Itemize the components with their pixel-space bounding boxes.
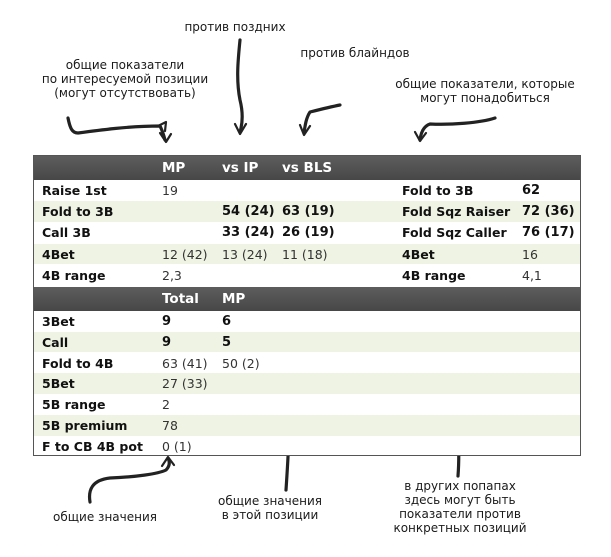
arrow-head-general-position [158, 122, 166, 131]
top-table-row [34, 265, 580, 286]
annotation-general-values-position: общие значения в этой позиции [218, 494, 322, 522]
top-table-row [34, 222, 580, 243]
arrow-vs-late [238, 40, 243, 132]
right-value: 16 [522, 246, 538, 262]
right-label: Fold Sqz Caller [402, 225, 507, 241]
annotation-general-values: общие значения [53, 510, 157, 524]
stats-popup [33, 155, 581, 456]
row-label: Call 3B [42, 225, 91, 241]
row-label: F to CB 4B pot [42, 438, 143, 454]
bottom-table-row [34, 436, 580, 457]
cell-total: 9 [162, 334, 172, 350]
cell-mp: 19 [162, 183, 178, 198]
right-label: Fold Sqz Raiser [402, 204, 511, 220]
cell-total: 9 [162, 314, 172, 329]
arrow-head-general-needed [415, 132, 426, 141]
row-label: 5Bet [42, 376, 75, 392]
cell-vs-ip: 54 (24) [222, 204, 275, 220]
cell-vs-bls: 11 (18) [282, 246, 328, 262]
top-table-row [34, 180, 580, 201]
top-table-row [34, 244, 580, 265]
cell-vs-ip: 33 (24) [222, 225, 275, 241]
cell-total: 0 (1) [162, 438, 192, 454]
annotation-other-popups: в других попапах здесь могут быть показатели против конкретных позиций [393, 479, 527, 535]
bottom-table-row [34, 311, 580, 332]
header-total: Total [162, 291, 199, 307]
cell-total: 2 [162, 397, 170, 413]
cell-mp: 50 (2) [222, 355, 260, 371]
cell-mp: 6 [222, 314, 232, 329]
header-mp: MP [162, 160, 186, 176]
right-label: 4Bet [402, 246, 435, 262]
arrow-head-general-position-down [160, 133, 171, 142]
cell-vs-bls: 26 (19) [282, 225, 335, 241]
bottom-header [34, 287, 580, 311]
row-label: 5B range [42, 397, 106, 413]
row-label: 4Bet [42, 246, 75, 262]
header-mp-bottom: MP [222, 291, 246, 307]
row-label: 5B premium [42, 418, 128, 433]
header-vs-ip: vs IP [222, 160, 259, 176]
top-table-row [34, 201, 580, 222]
bottom-table-row [34, 332, 580, 353]
arrow-head-general-values [162, 457, 174, 466]
arrow-vs-blinds [304, 105, 340, 133]
cell-total: 27 (33) [162, 376, 208, 392]
annotation-general-needed: общие показатели, которые могут понадобиться [395, 77, 575, 105]
row-label: 3Bet [42, 314, 75, 329]
row-label: 4B range [42, 267, 106, 283]
cell-total: 63 (41) [162, 355, 208, 371]
cell-vs-ip: 13 (24) [222, 246, 268, 262]
right-value: 62 [522, 183, 541, 198]
row-label: Fold to 4B [42, 355, 114, 371]
bottom-table-row [34, 415, 580, 436]
bottom-table-row [34, 353, 580, 374]
arrow-general-values [90, 458, 170, 502]
right-value: 72 (36) [522, 204, 575, 220]
right-value: 76 (17) [522, 225, 575, 241]
header-vs-bls: vs BLS [282, 160, 333, 176]
right-value: 4,1 [522, 267, 542, 283]
bottom-table-row [34, 394, 580, 415]
annotation-vs-late: против поздних [184, 20, 286, 34]
arrow-head-vs-late [235, 124, 246, 134]
annotation-general-position: общие показатели по интересуемой позиции (могут отсутствовать) [41, 58, 209, 100]
annotation-vs-blinds: против блайндов [300, 46, 410, 60]
right-label: 4B range [402, 267, 466, 283]
arrow-general-needed [420, 118, 495, 140]
cell-total: 78 [162, 418, 178, 433]
top-header [34, 156, 580, 180]
arrow-head-vs-blinds [300, 125, 310, 135]
arrow-general-position [68, 118, 165, 140]
cell-mp: 5 [222, 334, 232, 350]
row-label: Fold to 3B [42, 204, 114, 220]
right-label: Fold to 3B [402, 183, 474, 198]
cell-mp: 12 (42) [162, 246, 208, 262]
row-label: Raise 1st [42, 183, 107, 198]
row-label: Call [42, 334, 69, 350]
cell-vs-bls: 63 (19) [282, 204, 335, 220]
cell-mp: 2,3 [162, 267, 182, 283]
bottom-table-row [34, 373, 580, 394]
